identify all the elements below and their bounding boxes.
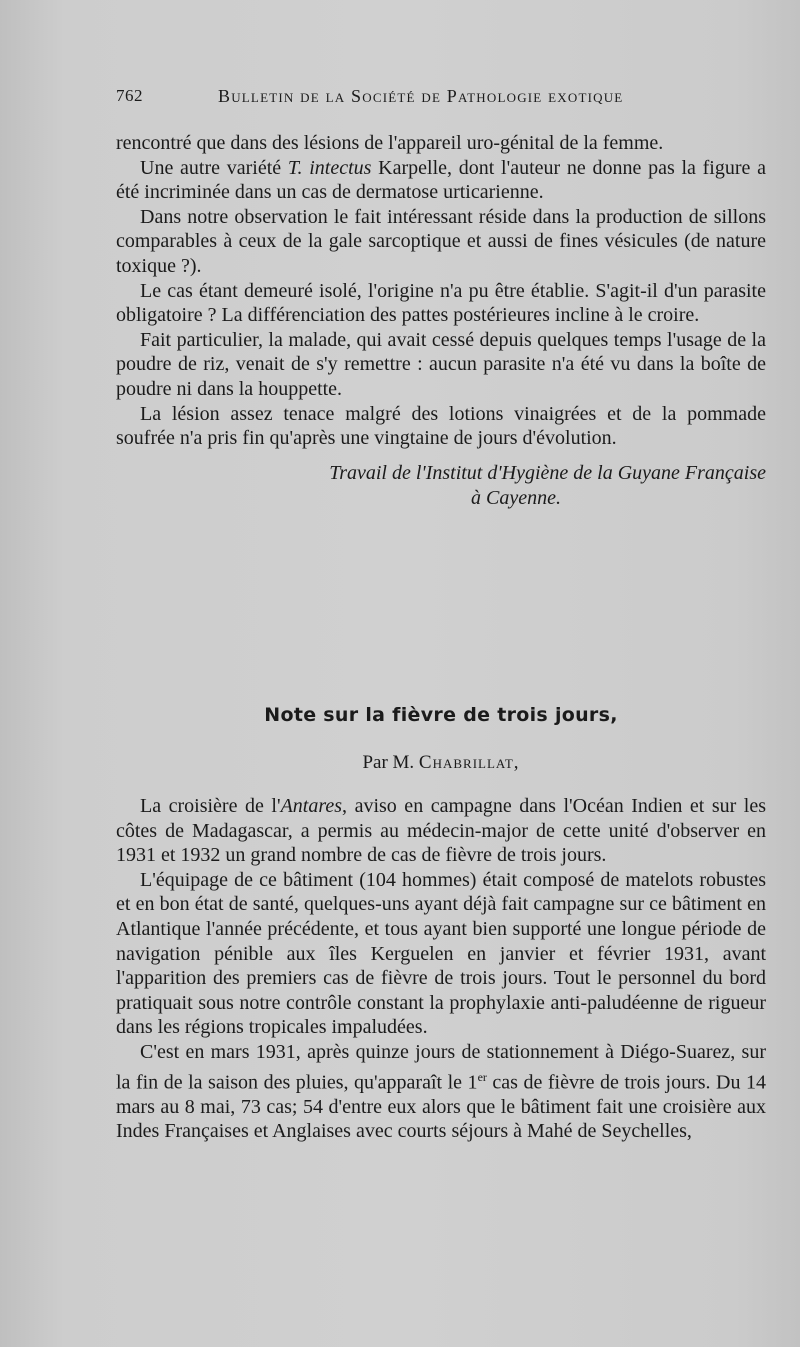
paragraph: La lésion assez tenace malgré des lotions vinaigrées et de la pommade soufrée n'a pris fin qu'après une vingtaine de jours d'évolution. [116,402,766,450]
article-title: Note sur la fièvre de trois jours, [264,704,618,726]
paragraph: C'est en mars 1931, après quinze jours de stationnement à Diégo-Suarez, sur la fin de la saison des pluies, qu'apparaît le 1er cas de fièvre de trois jours. Du 14 mars au 8 mai, 73 cas; 54 d'entre eux alors que le bâtiment fait une croisière aux Indes Françaises et Anglaises avec courts séjours à Mahé de Seychelles, [116,1040,767,1143]
credit-line: Travail de l'Institut d'Hygiène de la Guyane Française [329,461,766,484]
paragraph: Une autre variété T. intectus Karpelle, dont l'auteur ne donne pas la figure a été incriminée dans un cas de dermatose urticarienne. [116,156,766,204]
ship-name: Antares [280,795,343,817]
article-author: Par M. Chabrillat, [362,752,520,773]
paragraph: rencontré que dans des lésions de l'appareil uro-génital de la femme. [116,132,664,154]
article-body [116,794,766,1144]
paragraph: L'équipage de ce bâtiment (104 hommes) était composé de matelots robustes et en bon état de santé, quelques-uns ayant déjà fait campagne sur ce bâtiment en Atlantique l'année précédente, et tous ayant bien supporté une longue période de navigation pénible aux îles Kerguelen en janvier et février 1931, avant l'apparition des premiers cas de fièvre de trois jours. Tout le personnel du bord pratiquait sous notre contrôle constant la prophylaxie anti-paludéenne de rigueur dans les régions tropicales impaludées. [116,868,766,1039]
paragraph: Dans notre observation le fait intéressant réside dans la production de sillons comparables à ceux de la gale sarcoptique et aussi de fines vésicules (de nature toxique ?). [116,205,766,277]
page-number: 762 [116,86,143,105]
paragraph: La croisière de l'Antares, aviso en campagne dans l'Océan Indien et sur les côtes de Madagascar, a permis au médecin-major de cette unité d'observer en 1931 et 1932 un grand nombre de cas de fièvre de trois jours. [116,795,766,867]
page-header [116,86,766,114]
running-head: Bulletin de la Société de Pathologie exotique [218,86,624,106]
credit-line: à Cayenne. [471,486,561,509]
author-name: Chabrillat, [418,752,520,773]
paragraph: Fait particulier, la malade, qui avait cessé depuis quelques temps l'usage de la poudre de riz, venait de s'y remettre : aucun parasite n'a été vu dans la boîte de poudre ni dans la houppette. [116,328,766,400]
continued-text [116,131,766,511]
paragraph: Le cas étant demeuré isolé, l'origine n'a pu être établie. S'agit-il d'un parasite obligatoire ? La différenciation des pattes postérieures incline à le croire. [116,279,766,327]
institution-credit [116,461,766,511]
species-name: T. intectus [287,156,372,179]
